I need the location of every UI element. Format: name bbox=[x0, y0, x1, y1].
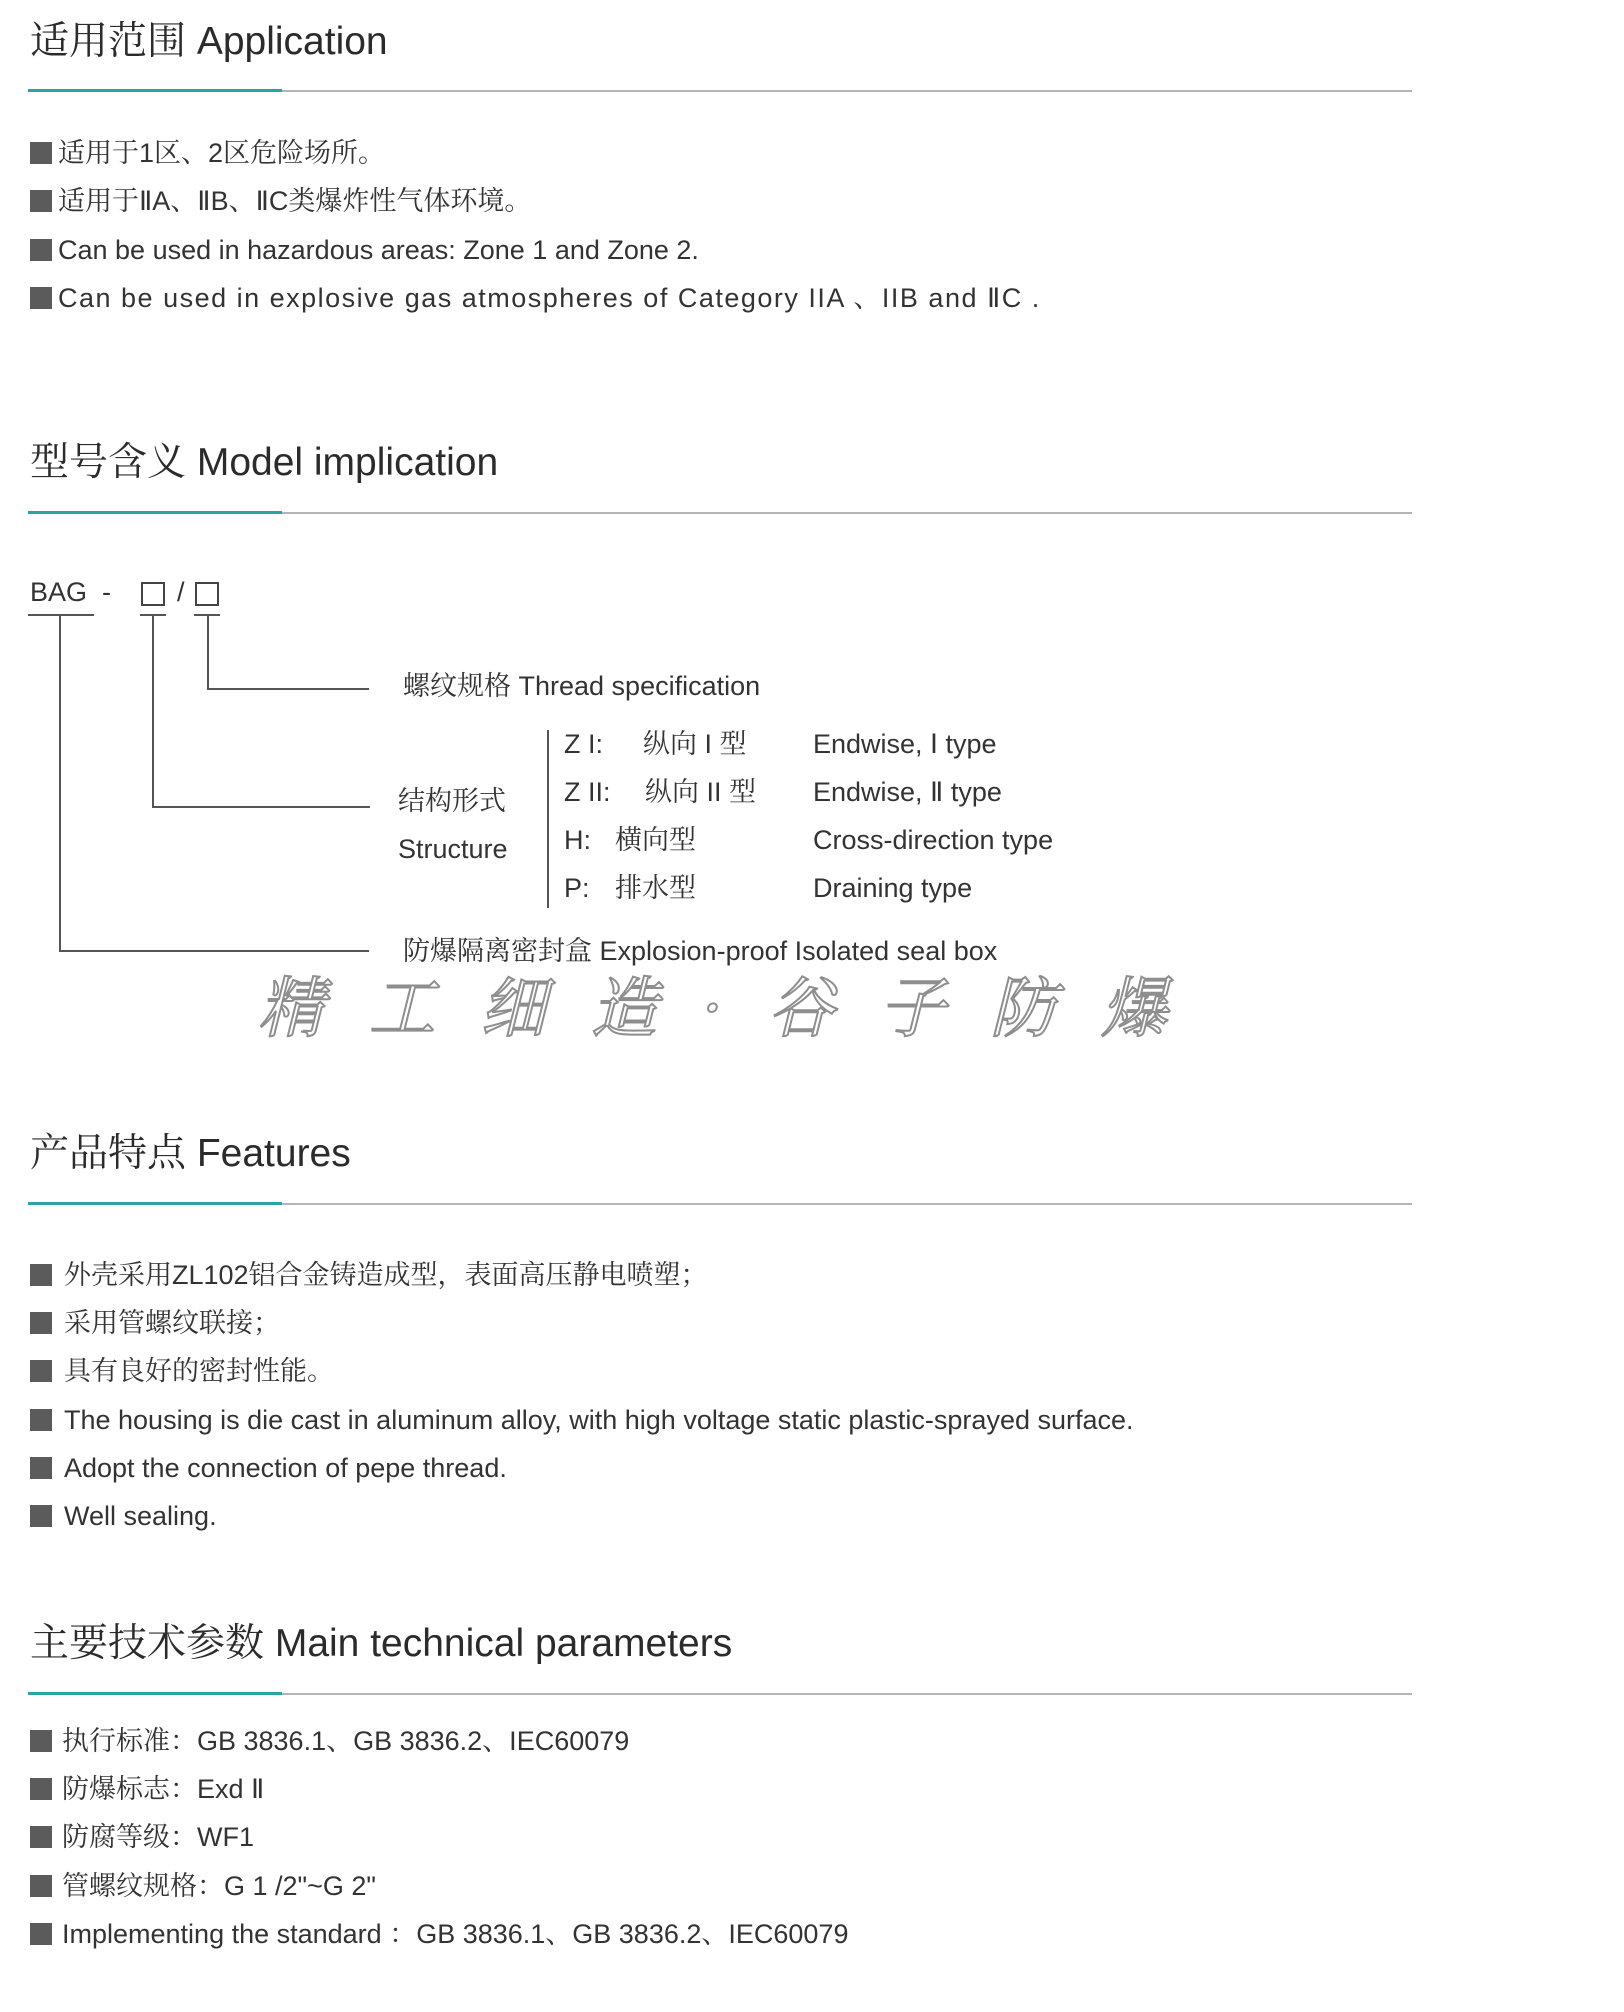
parameters-divider-accent bbox=[28, 1692, 282, 1695]
application-item: 适用于1区、2区危险场所。 bbox=[30, 140, 385, 167]
type-en: Draining type bbox=[813, 873, 973, 903]
parameters-item: 防腐等级：WF1 bbox=[30, 1824, 254, 1851]
structure-leader-vertical bbox=[152, 614, 154, 807]
bullet-square-icon bbox=[30, 1360, 52, 1382]
features-item: Well sealing. bbox=[30, 1503, 217, 1530]
model-code-slash: / bbox=[177, 577, 185, 607]
bullet-square-icon bbox=[30, 1264, 52, 1286]
application-item: 适用于ⅡA、ⅡB、ⅡC类爆炸性气体环境。 bbox=[30, 188, 531, 215]
structure-bracket-line bbox=[547, 730, 549, 908]
application-item: Can be used in hazardous areas: Zone 1 and Zone 2. bbox=[30, 237, 699, 264]
type-en: Endwise, Ⅱ type bbox=[813, 777, 1002, 807]
structure-placeholder-box bbox=[141, 582, 165, 609]
type-cn: 排水型 bbox=[615, 873, 696, 903]
model-code-prefix: BAG bbox=[30, 577, 88, 607]
parameters-title: 主要技术参数 Main technical parameters bbox=[30, 1622, 733, 1665]
bullet-square-icon bbox=[30, 142, 52, 164]
bullet-square-icon bbox=[30, 1457, 52, 1479]
prefix-underline bbox=[28, 614, 94, 616]
bullet-square-icon bbox=[30, 1875, 52, 1897]
bullet-square-icon bbox=[30, 1778, 52, 1800]
thread-leader-vertical bbox=[207, 614, 209, 689]
type-code: Z II: bbox=[564, 777, 611, 807]
features-item: 采用管螺纹联接； bbox=[30, 1310, 280, 1337]
features-item: 外壳采用ZL102铝合金铸造成型，表面高压静电喷塑； bbox=[30, 1262, 708, 1289]
sealbox-leader-vertical bbox=[59, 614, 61, 951]
features-divider-accent bbox=[28, 1202, 282, 1205]
type-code: Z I: bbox=[564, 729, 603, 759]
parameters-item: 管螺纹规格：G 1 /2"~G 2" bbox=[30, 1873, 376, 1900]
structure-leader-horizontal bbox=[152, 806, 370, 808]
application-item: Can be used in explosive gas atmospheres of Category IIA 、IIB and ⅡC . bbox=[30, 285, 1041, 312]
bullet-square-icon bbox=[30, 1409, 52, 1431]
watermark-slogan: 精工细造·谷子防爆 bbox=[258, 970, 1212, 1047]
bullet-square-icon bbox=[30, 1923, 52, 1945]
thread-placeholder-box bbox=[195, 582, 219, 609]
bullet-square-icon bbox=[30, 190, 52, 212]
thread-leader-horizontal bbox=[207, 688, 369, 690]
bullet-square-icon bbox=[30, 1505, 52, 1527]
application-title: 适用范围 Application bbox=[30, 20, 388, 63]
type-cn: 纵向 II 型 bbox=[645, 777, 757, 807]
bullet-square-icon bbox=[30, 1312, 52, 1334]
type-en: Endwise, Ⅰ type bbox=[813, 729, 997, 759]
model-code-dash: - bbox=[102, 577, 111, 607]
parameters-item: 防爆标志：Exd Ⅱ bbox=[30, 1776, 264, 1803]
model-title: 型号含义 Model implication bbox=[30, 441, 499, 484]
features-item: Adopt the connection of pepe thread. bbox=[30, 1455, 507, 1482]
type-code: H: bbox=[564, 825, 591, 855]
parameters-item: 执行标准：GB 3836.1、GB 3836.2、IEC60079 bbox=[30, 1728, 629, 1755]
bullet-square-icon bbox=[30, 1826, 52, 1848]
features-item: 具有良好的密封性能。 bbox=[30, 1358, 334, 1385]
parameters-item: Implementing the standard ：GB 3836.1、GB 3836.2、IEC60079 bbox=[30, 1921, 848, 1948]
type-cn: 横向型 bbox=[615, 825, 696, 855]
type-code: P: bbox=[564, 873, 590, 903]
type-en: Cross-direction type bbox=[813, 825, 1054, 855]
model-divider-accent bbox=[28, 511, 282, 514]
application-divider-accent bbox=[28, 89, 282, 92]
bullet-square-icon bbox=[30, 239, 52, 261]
features-item: The housing is die cast in aluminum alloy, with high voltage static plastic-sprayed surface. bbox=[30, 1407, 1134, 1434]
thread-spec-label: 螺纹规格 Thread specification bbox=[403, 671, 761, 701]
structure-label-cn: 结构形式 bbox=[398, 786, 506, 816]
structure-label-en: Structure bbox=[398, 834, 508, 864]
bullet-square-icon bbox=[30, 287, 52, 309]
sealbox-leader-horizontal bbox=[59, 950, 369, 952]
features-title: 产品特点 Features bbox=[30, 1132, 351, 1175]
bullet-square-icon bbox=[30, 1730, 52, 1752]
sealbox-label: 防爆隔离密封盒 Explosion-proof Isolated seal box bbox=[403, 936, 998, 966]
type-cn: 纵向 I 型 bbox=[643, 729, 747, 759]
